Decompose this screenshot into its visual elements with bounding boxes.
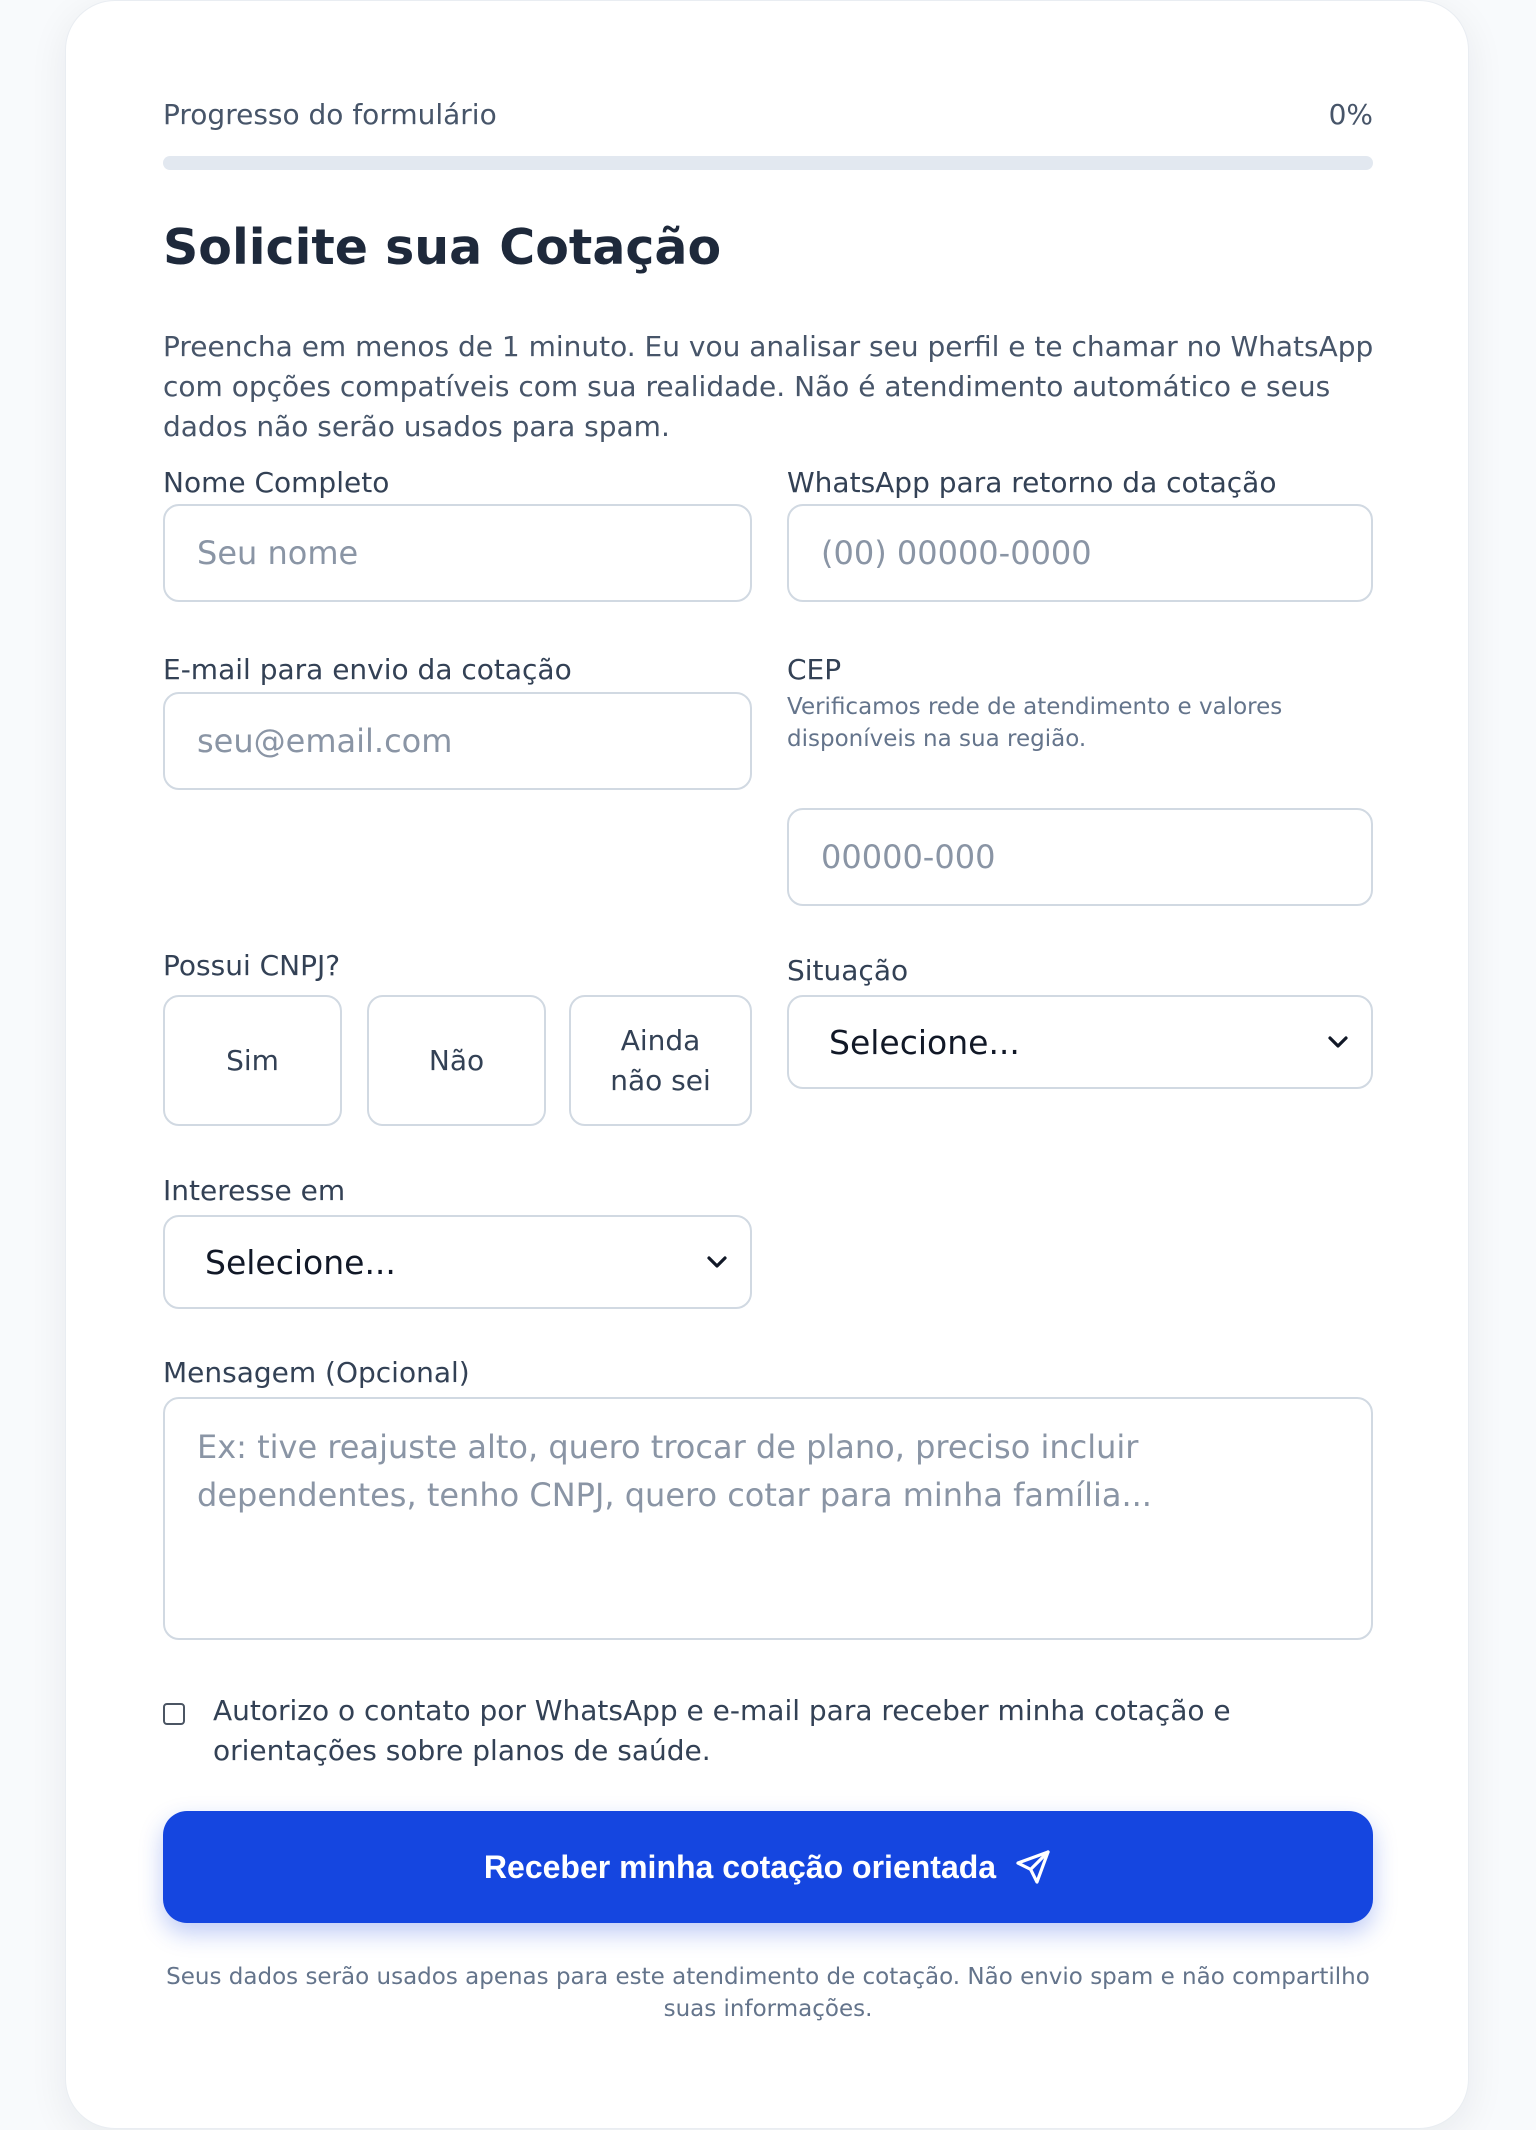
whatsapp-label: WhatsApp para retorno da cotação [787, 466, 1277, 499]
name-label: Nome Completo [163, 466, 390, 499]
cep-label: CEP [787, 653, 842, 686]
progress-value: 0% [1328, 98, 1373, 131]
cep-hint: Verificamos rede de atendimento e valores disponíveis na sua região. [787, 694, 1283, 752]
cep-input[interactable] [787, 808, 1373, 906]
cnpj-option-nao[interactable] [367, 995, 546, 1126]
privacy-footnote: Seus dados serão usados apenas para este atendimento de cotação. Não envio spam e não compartilho suas informações. [166, 1964, 1370, 2022]
consent-text: Autorizo o contato por WhatsApp e e-mail para receber minha cotação e orientações sobre planos de saúde. [213, 1694, 1231, 1767]
interesse-selected-value: Selecione... [205, 1242, 396, 1282]
mensagem-textarea[interactable] [163, 1397, 1373, 1640]
mensagem-label: Mensagem (Opcional) [163, 1356, 470, 1389]
consent-checkbox[interactable] [163, 1703, 185, 1725]
intro-text: Preencha em menos de 1 minuto. Eu vou analisar seu perfil e te chamar no WhatsApp com opções compatíveis com sua realidade. Não é atendimento automático e seus dados não serão usados para spam. [163, 330, 1374, 443]
cnpj-option-label: Ainda não sei [610, 1023, 711, 1097]
situacao-select[interactable] [787, 995, 1373, 1089]
progress-header [163, 98, 1373, 131]
quote-form-card [65, 0, 1469, 2129]
interesse-select[interactable] [163, 1215, 752, 1309]
email-input[interactable] [163, 692, 752, 790]
name-input[interactable] [163, 504, 752, 602]
cnpj-label: Possui CNPJ? [163, 949, 341, 982]
submit-button[interactable] [163, 1811, 1373, 1923]
progress-bar [163, 156, 1373, 170]
page-title: Solicite sua Cotação [163, 219, 722, 276]
cnpj-option-label: Não [428, 1043, 485, 1077]
chevron-down-icon [706, 1255, 728, 1269]
situacao-selected-value: Selecione... [829, 1022, 1020, 1062]
interesse-label: Interesse em [163, 1174, 346, 1207]
cnpj-option-ainda-nao-sei[interactable] [569, 995, 752, 1126]
consent-row [163, 1691, 1313, 1771]
situacao-label: Situação [787, 954, 909, 987]
submit-button-label: Receber minha cotação orientada [483, 1848, 997, 1885]
send-icon [1014, 1848, 1052, 1886]
cnpj-option-label: Sim [226, 1043, 279, 1077]
email-label: E-mail para envio da cotação [163, 653, 572, 686]
whatsapp-input[interactable] [787, 504, 1373, 602]
chevron-down-icon [1327, 1035, 1349, 1049]
cnpj-option-sim[interactable] [163, 995, 342, 1126]
progress-label: Progresso do formulário [163, 98, 497, 131]
